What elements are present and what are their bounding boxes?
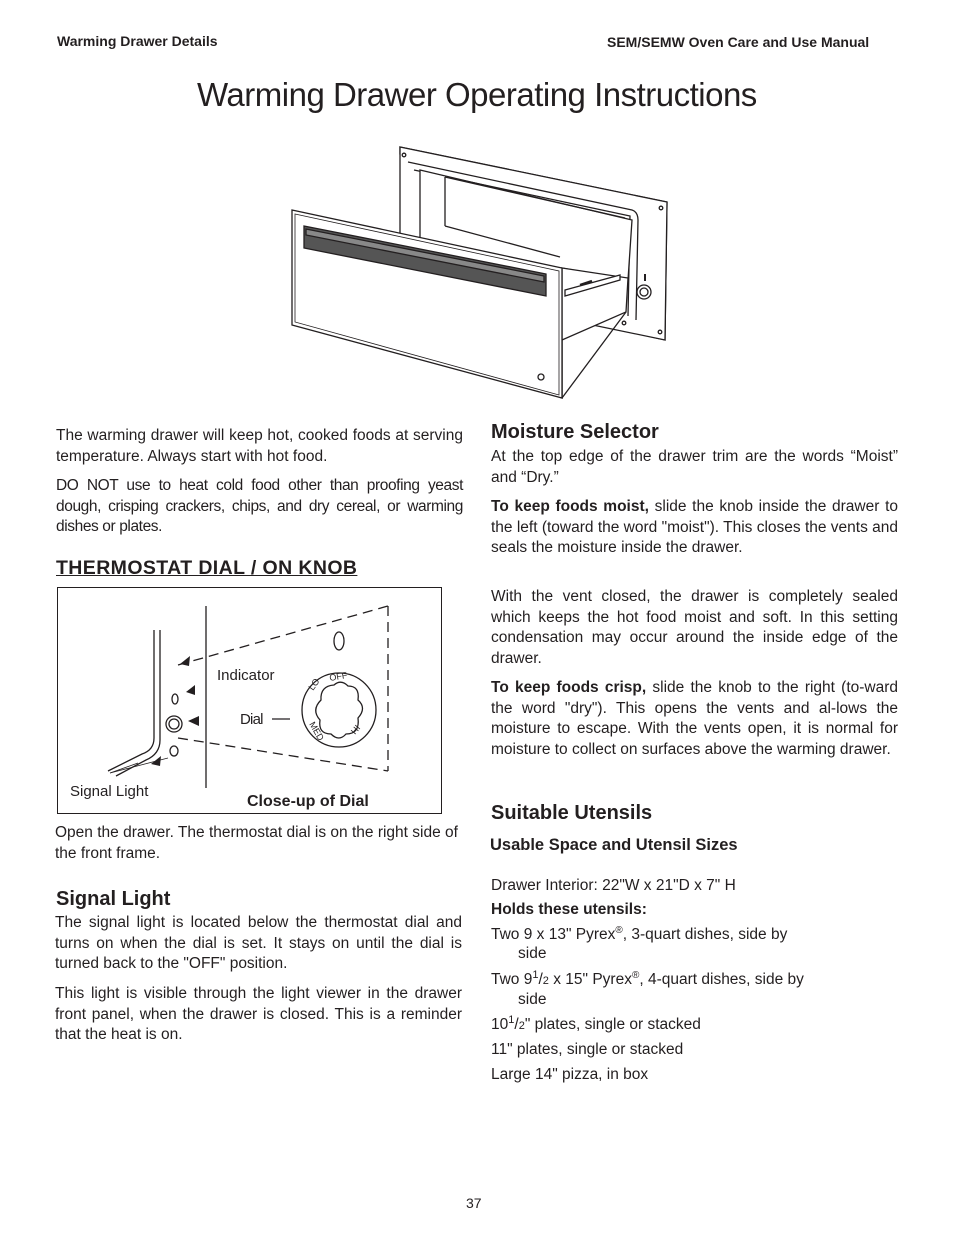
signal-paragraph-2: This light is visible through the light viewer in the drawer front panel, when the drawer is closed. This is a reminder that the heat is on. [55, 985, 462, 1043]
utensil-item-3-text-b: " plates, single or stacked [524, 1016, 701, 1033]
running-header-left: Warming Drawer Details [57, 33, 218, 49]
intro-paragraph-2: DO NOT use to heat cold food other than proofing yeast dough, crisping crackers, chips, and dry cereal, or warming dishes or plates. [56, 477, 463, 535]
moisture-paragraph-1: At the top edge of the drawer trim are the words “Moist” and “Dry.” [491, 448, 898, 486]
dial-mark-hi: HI [348, 722, 363, 737]
dial-label: Dial [240, 711, 263, 728]
dial-closeup-drawing [58, 588, 443, 815]
intro-paragraph-1: The warming drawer will keep hot, cooked foods at serving temperature. Always start with hot food. [56, 427, 463, 465]
utensil-item-2 [491, 970, 871, 1008]
fraction-denominator: 2 [542, 975, 549, 987]
fraction-slash: / [514, 1016, 519, 1033]
signal-light-heading: Signal Light [56, 888, 171, 910]
registered-mark: ® [631, 969, 640, 981]
registered-mark: ® [615, 924, 623, 936]
dial-mark-lo: LO [306, 676, 322, 693]
utensil-item-1-text-c: side [518, 945, 547, 962]
dial-mark-off: OFF [328, 669, 349, 683]
fraction-slash: / [538, 971, 543, 988]
thermostat-heading: THERMOSTAT DIAL / ON KNOB [56, 557, 358, 579]
utensil-item-2-text-c: , 4-quart dishes, side by [639, 971, 804, 988]
utensil-item-4: 11" plates, single or stacked [491, 1041, 684, 1058]
utensil-item-1 [491, 925, 871, 962]
utensils-heading: Suitable Utensils [491, 802, 653, 824]
indicator-label: Indicator [217, 667, 275, 684]
page-number: 37 [466, 1195, 482, 1211]
moisture-moist-lead: To keep foods moist, [491, 498, 649, 515]
utensil-item-5: Large 14" pizza, in box [491, 1066, 649, 1083]
signal-light-label: Signal Light [70, 783, 149, 800]
utensil-item-3 [491, 1015, 701, 1036]
warming-drawer-illustration [280, 140, 680, 405]
moisture-paragraph-4 [491, 678, 898, 760]
moisture-crisp-text: slide the knob to the right (to-ward the word "dry"). This opens the vents and al-lows the moisture to escape. With the vents open, it is normal for moisture to collect on surfaces above the warming drawer. [491, 679, 899, 758]
utensil-item-1-text-b: , 3-quart dishes, side by [622, 926, 788, 943]
moisture-moist-text: slide the knob inside the drawer to the left (toward the word "moist"). This closes the vents and seals the moisture inside the drawer. [491, 498, 899, 556]
page-title: Warming Drawer Operating Instructions [197, 76, 757, 113]
figure-caption: Close-up of Dial [247, 793, 369, 810]
thermostat-paragraph: Open the drawer. The thermostat dial is on the right side of the front frame. [55, 824, 458, 862]
utensil-item-2-text-a: Two 9 [491, 971, 533, 988]
fraction-denominator: 2 [518, 1020, 525, 1032]
moisture-paragraph-2 [491, 497, 898, 559]
utensil-item-1-text-a: Two 9 x 13" Pyrex [491, 926, 616, 943]
fraction-numerator: 1 [532, 968, 539, 981]
utensil-item-2-text-b: x 15" Pyrex [548, 971, 632, 988]
moisture-heading: Moisture Selector [491, 421, 659, 443]
dial-closeup-figure [57, 587, 442, 814]
moisture-paragraph-3: With the vent closed, the drawer is completely sealed which keeps the hot food moist and soft. In this setting condensation may occur around the inside edge of the drawer. [491, 588, 898, 667]
utensils-subheading: Usable Space and Utensil Sizes [490, 836, 738, 854]
signal-paragraph-1: The signal light is located below the thermostat dial and turns on when the dial is set. It stays on until the dial is turned back to the "OFF" position. [55, 914, 462, 972]
utensil-item-2-text-d: side [518, 991, 547, 1008]
holds-utensils-label: Holds these utensils: [491, 901, 647, 918]
fraction-numerator: 1 [508, 1013, 515, 1026]
moisture-crisp-lead: To keep foods crisp, [491, 679, 647, 696]
running-header-right: SEM/SEMW Oven Care and Use Manual [607, 34, 870, 50]
utensil-item-3-text-a: 10 [491, 1016, 509, 1033]
drawer-interior-size: Drawer Interior: 22"W x 21"D x 7" H [491, 877, 736, 894]
dial-mark-med: MED [307, 720, 326, 743]
